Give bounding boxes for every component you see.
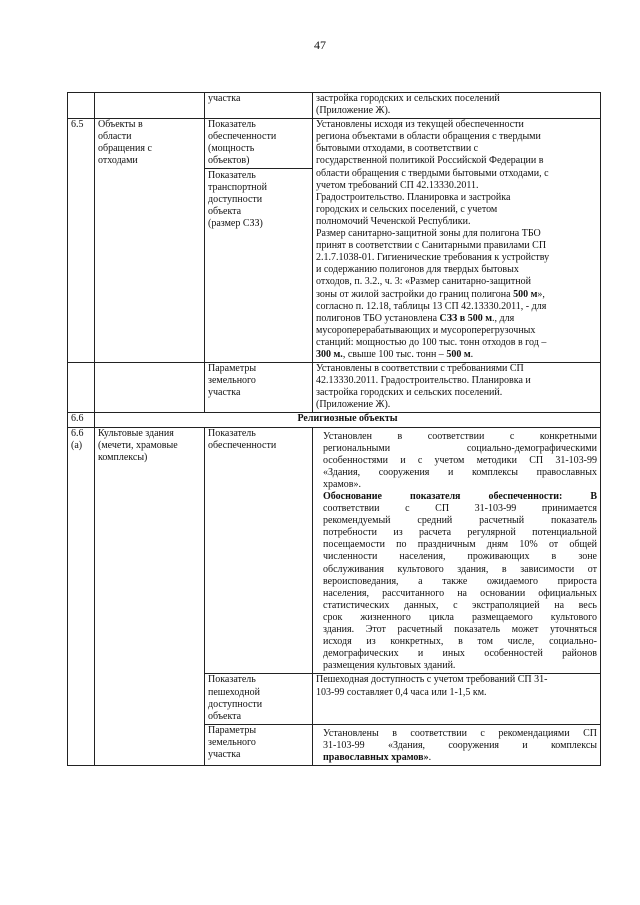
value-line: Градостроительство. Планировка и застройка <box>316 191 511 203</box>
value-line: городских и сельских поселений, с учетом <box>316 203 498 215</box>
indicator-capacity <box>208 119 309 167</box>
value-line: 103-99 составляет 0,4 часа или 1-1,5 км. <box>316 686 487 698</box>
value-line: особенностями и с учетом методики СП 31-103-99 <box>323 454 597 466</box>
value-line: региона объектами в области обращения с твердыми <box>316 131 541 143</box>
value-line: Установлены в соответствии с рекомендациями СП <box>323 727 597 739</box>
value-line <box>323 491 597 503</box>
value-line: рекомендуемый средний расчетный показатель <box>323 515 597 527</box>
value-line: области обращения с твердыми бытовыми отходами, с <box>316 167 549 179</box>
cell-name <box>95 427 205 766</box>
value-line: исходя из конкретных, в том числе, социально- <box>323 636 597 648</box>
name-line: Объекты в <box>98 119 143 131</box>
text-run: . <box>470 348 474 360</box>
indicator-line: пешеходной <box>208 686 260 698</box>
cell-name <box>95 93 205 119</box>
table-row <box>68 363 601 413</box>
indicator-line: Показатель <box>208 427 256 439</box>
value-line: «Здания, сооружения и комплексы православных <box>323 466 597 478</box>
value-line: застройка городских и сельских поселений. <box>316 387 503 399</box>
cell-indicator <box>205 363 313 413</box>
cell-num <box>68 93 95 119</box>
value-line: Установлены в соответствии с требованиями СП <box>316 363 524 375</box>
cell-value <box>313 119 601 363</box>
cell-indicator <box>205 724 313 765</box>
row-number: 6.5 <box>71 119 84 131</box>
text-run: зоны от жилой застройки до границ полигона <box>316 288 514 300</box>
value-line: мусороперерабатывающих и мусороперегрузочных <box>316 324 536 336</box>
bold-run: 500 м <box>513 288 538 300</box>
value-line: региональными социально-демографическими <box>323 442 597 454</box>
cell-num <box>68 413 95 427</box>
value-line: численности населения, проживающих в зоне <box>323 551 597 563</box>
cell-indicator <box>205 674 313 724</box>
indicator-line: (размер СЗЗ) <box>208 217 263 229</box>
cell-value <box>313 427 601 674</box>
row-number: 6.6 <box>71 427 84 439</box>
section-title: Религиозные объекты <box>95 413 601 427</box>
bold-run: православных храмов» <box>323 751 429 763</box>
value-line: потребности из расчета регулярной потенциальной <box>323 527 597 539</box>
value-line: принят в соответствии с Санитарными правилами СП <box>316 240 547 252</box>
name-line: Культовые здания <box>98 427 174 439</box>
value-line: Установлены исходя из текущей обеспеченности <box>316 119 524 131</box>
table-row <box>68 119 601 363</box>
indicator-line: участка <box>208 748 241 760</box>
cell-indicator <box>205 93 313 119</box>
name-line: (мечети, храмовые <box>98 439 178 451</box>
value-line <box>316 349 597 361</box>
text-run: полигонов ТБО установлена <box>316 312 440 324</box>
indicator-line: Показатель <box>208 674 256 686</box>
value-line <box>316 289 597 301</box>
value-line: посещаемости по праздничным дням 10% от общей <box>323 539 597 551</box>
text-run: , свыше 100 тыс. тонн – <box>342 348 447 360</box>
value-line: согласно п. 12.18, таблицы 13 СП 42.13330.2011, - для <box>316 300 547 312</box>
norms-table <box>67 92 601 766</box>
cell-value <box>313 93 601 119</box>
cell-indicator <box>205 427 313 674</box>
page-number: 47 <box>314 38 326 52</box>
indicator-line: Параметры <box>208 724 257 736</box>
value-line: населения, рассчитанного на основании официальных <box>323 587 597 599</box>
value-line: соответствии с СП 31-103-99 принимается <box>323 503 597 515</box>
indicator-line: транспортной <box>208 181 268 193</box>
indicator-line: обеспеченности <box>208 131 277 143</box>
value-line: (Приложение Ж). <box>316 105 391 117</box>
indicator-line: доступности <box>208 193 263 205</box>
bold-run: 500 м <box>446 348 471 360</box>
indicator-line: земельного <box>208 736 256 748</box>
cell-num <box>68 427 95 766</box>
value-line: 42.13330.2011. Градостроительство. Планировка и <box>316 375 531 387</box>
value-line: 31-103-99 «Здания, сооружения и комплексы <box>323 739 597 751</box>
indicator-transport <box>205 168 312 230</box>
table-row <box>68 93 601 119</box>
indicator-line: участка <box>208 387 241 399</box>
value-line: Установлен в соответствии с конкретными <box>323 430 597 442</box>
bold-run: СЗЗ в 500 м <box>439 312 493 324</box>
value-line: обслуживания культового здания, в зависимости от <box>323 563 597 575</box>
indicator-text: участка <box>208 93 241 104</box>
indicator-line: обеспеченности <box>208 439 277 451</box>
bold-run: В <box>590 491 597 502</box>
indicator-line: объекта <box>208 205 242 217</box>
value-line: бытовыми отходами, в соответствии с <box>316 143 479 155</box>
cell-value <box>313 724 601 765</box>
text-run: ., для <box>492 312 515 324</box>
table-row <box>68 413 601 427</box>
value-line: учетом требований СП 42.13330.2011. <box>316 179 479 191</box>
cell-value <box>313 674 601 724</box>
value-line: Пешеходная доступность с учетом требований СП 31- <box>316 674 548 686</box>
indicator-line: объектов) <box>208 155 250 167</box>
indicator-line: Показатель <box>208 169 256 181</box>
name-line: комплексы) <box>98 451 148 463</box>
cell-num <box>68 363 95 413</box>
cell-num <box>68 119 95 363</box>
value-line: размещения культовых зданий. <box>323 660 456 672</box>
table-row <box>68 427 601 674</box>
value-line: демографических и иных особенностей районов <box>323 648 597 660</box>
value-line <box>323 752 597 764</box>
indicator-line: Параметры <box>208 363 257 375</box>
value-line: здания. Этот расчетный показатель может уточняться <box>323 624 597 636</box>
value-line: (Приложение Ж). <box>316 399 391 411</box>
text-run: », <box>537 288 545 300</box>
value-line: 2.1.7.1038-01. Гигиенические требования к устройству <box>316 252 550 264</box>
cell-name <box>95 363 205 413</box>
name-line: обращения с <box>98 143 152 155</box>
name-line: отходами <box>98 155 138 167</box>
indicator-line: (мощность <box>208 143 255 155</box>
row-number: 6.6 <box>71 413 84 425</box>
value-line: отходов, п. 3.2., ч. 3: «Размер санитарно-защитной <box>316 276 531 288</box>
indicator-line: доступности <box>208 698 263 710</box>
bold-run: Обоснование показателя обеспеченности: <box>323 491 563 502</box>
indicator-line: земельного <box>208 375 256 387</box>
value-line: храмов». <box>323 478 361 490</box>
value-line: статистических данных, с экстраполяцией на весь <box>323 599 597 611</box>
text-run: . <box>428 751 432 763</box>
value-line: и содержанию полигонов для твердых бытовых <box>316 264 519 276</box>
value-line: застройка городских и сельских поселений <box>316 93 500 104</box>
value-line: Размер санитарно-защитной зоны для полигона ТБО <box>316 228 541 240</box>
cell-name <box>95 119 205 363</box>
indicator-line: Показатель <box>208 119 256 131</box>
value-line: станций: мощностью до 100 тыс. тонн отходов в год – <box>316 336 547 348</box>
bold-run: 300 м. <box>316 348 343 360</box>
indicator-line: объекта <box>208 710 242 722</box>
value-line: срок жизненного цикла размещаемого культового <box>323 611 597 623</box>
value-line: государственной политикой Российской Федерации в <box>316 155 544 167</box>
value-line: вероисповедания, а также ожидаемого прироста <box>323 575 597 587</box>
row-number: (а) <box>71 439 83 451</box>
cell-value <box>313 363 601 413</box>
cell-indicator <box>205 119 313 363</box>
value-line <box>316 313 597 325</box>
value-line: полномочий Чеченской Республики. <box>316 215 471 227</box>
name-line: области <box>98 131 132 143</box>
